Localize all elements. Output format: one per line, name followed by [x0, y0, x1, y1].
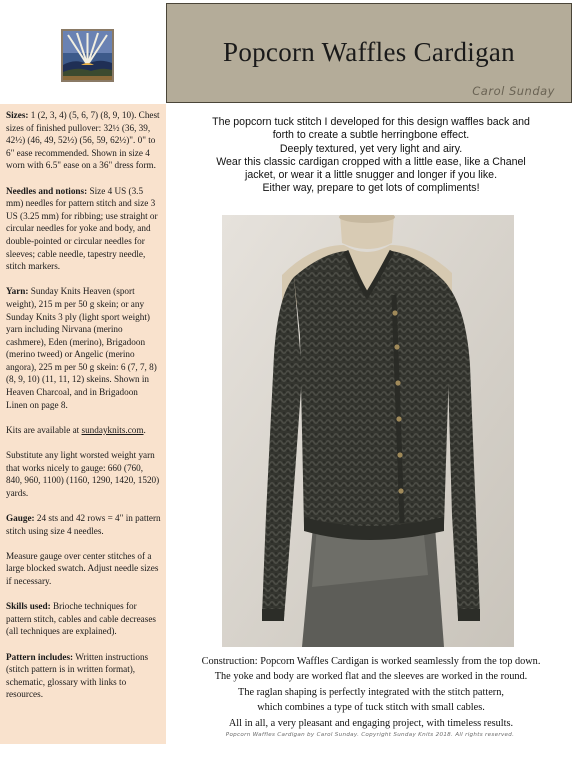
construction-line: Construction: Popcorn Waffles Cardigan is worked seamlessly from the top down.: [201, 656, 541, 667]
sizes-text: 1 (2, 3, 4) (5, 6, 7) (8, 9, 10). Chest sizes of finished pullover: 32½ (36, 39, 42½) (46, 49, 52½) (56, 59, 62½)". 0" to 6" ease recommended. Shown in size 4 worn with 6.5" ease on a 36" dress form.: [6, 110, 160, 171]
kits-section: [6, 424, 161, 437]
intro-line: forth to create a subtle herringbone effect.: [272, 129, 470, 142]
construction-line: which combines a type of tuck stitch with small cables.: [257, 702, 485, 714]
cardigan-on-dress-form-photo-icon: [222, 215, 514, 647]
intro-paragraph: [196, 116, 546, 196]
sunrise-landscape-logo-icon: [61, 29, 114, 82]
gauge-text: 24 sts and 42 rows = 4" in pattern stitch using size 4 needles.: [6, 513, 161, 536]
needles-label: Needles and notions:: [6, 185, 88, 196]
pattern-details-sidebar: [0, 104, 166, 744]
includes-section: [6, 651, 161, 701]
sizes-label: Sizes:: [6, 110, 29, 120]
intro-line: The popcorn tuck stitch I developed for this design waffles back and: [212, 116, 530, 128]
kits-text: Kits are available at: [6, 424, 82, 435]
skills-text: Brioche techniques for pattern stitch, cables and cable decreases (all techniques are explained).: [6, 601, 156, 637]
skills-label: Skills used:: [6, 601, 51, 612]
skills-section: [6, 600, 161, 638]
yarn-text: Sunday Knits Heaven (sport weight), 215 m per 50 g skein; or any Sunday Knits 3 ply (light sport weight) yarn including Nirvana (merino cashmere), Eden (merino), Brigadoon (merino tweed) or Angelic (merino angora), 225 m per 50 g skein: 6 (7, 7, 8) (8, 9, 10) (11, 11, 12) skeins. Shown in Heaven Charcoal, and in Brigadoon Linen on page 8.: [6, 286, 157, 410]
cardigan-photo: [222, 215, 514, 647]
includes-text: Written instructions (stitch pattern is in written format), schematic, glossary with links to resources.: [6, 651, 149, 700]
measure-section: [6, 550, 161, 588]
kits-end: .: [143, 424, 146, 435]
construction-line: The raglan shaping is perfectly integrated with the stitch pattern,: [238, 686, 504, 698]
construction-line: All in all, a very pleasant and engaging project, with timeless results.: [228, 717, 514, 729]
gauge-label: Gauge:: [6, 513, 35, 523]
title-banner: [166, 3, 572, 103]
kits-link[interactable]: sundayknits.com: [81, 424, 144, 435]
construction-line: The yoke and body are worked flat and the sleeves are worked in the round.: [214, 671, 528, 683]
copyright-footer: Popcorn Waffles Cardigan by Carol Sunday. Copyright Sunday Knits 2018. All rights reserved.: [225, 732, 515, 738]
intro-line: Either way, prepare to get lots of compliments!: [262, 182, 480, 195]
substitute-text: Substitute any light worsted weight yarn that works nicely to gauge: 660 (760, 840, 960, 1100) (1160, 1290, 1420, 1520) yards.: [6, 450, 160, 498]
substitute-section: [6, 449, 161, 499]
logo-area: [0, 0, 166, 104]
intro-line: Wear this classic cardigan cropped with a little ease, like a Chanel: [216, 155, 526, 168]
author-name: Carol Sunday: [472, 84, 555, 98]
gauge-section: [6, 512, 161, 537]
page-title: Popcorn Waffles Cardigan: [223, 37, 515, 67]
intro-line: jacket, or wear it a little snugger and longer if you like.: [244, 169, 498, 182]
construction-paragraph: [186, 654, 556, 731]
sizes-section: [6, 109, 161, 172]
yarn-section: [6, 285, 161, 411]
intro-line: Deeply textured, yet very light and airy.: [279, 142, 463, 155]
yarn-label: Yarn:: [6, 286, 29, 297]
needles-section: [6, 185, 161, 273]
measure-text: Measure gauge over center stitches of a large blocked swatch. Adjust needle sizes if necessary.: [6, 550, 159, 586]
includes-label: Pattern includes:: [6, 651, 74, 662]
needles-text: Size 4 US (3.5 mm) needles for pattern stitch and size 3 US (3.25 mm) for ribbing; use straight or circular needles for yoke and body, and double-pointed or circular needles for sleeves; cable needle, tapestry needle, stitch markers.: [6, 185, 158, 272]
